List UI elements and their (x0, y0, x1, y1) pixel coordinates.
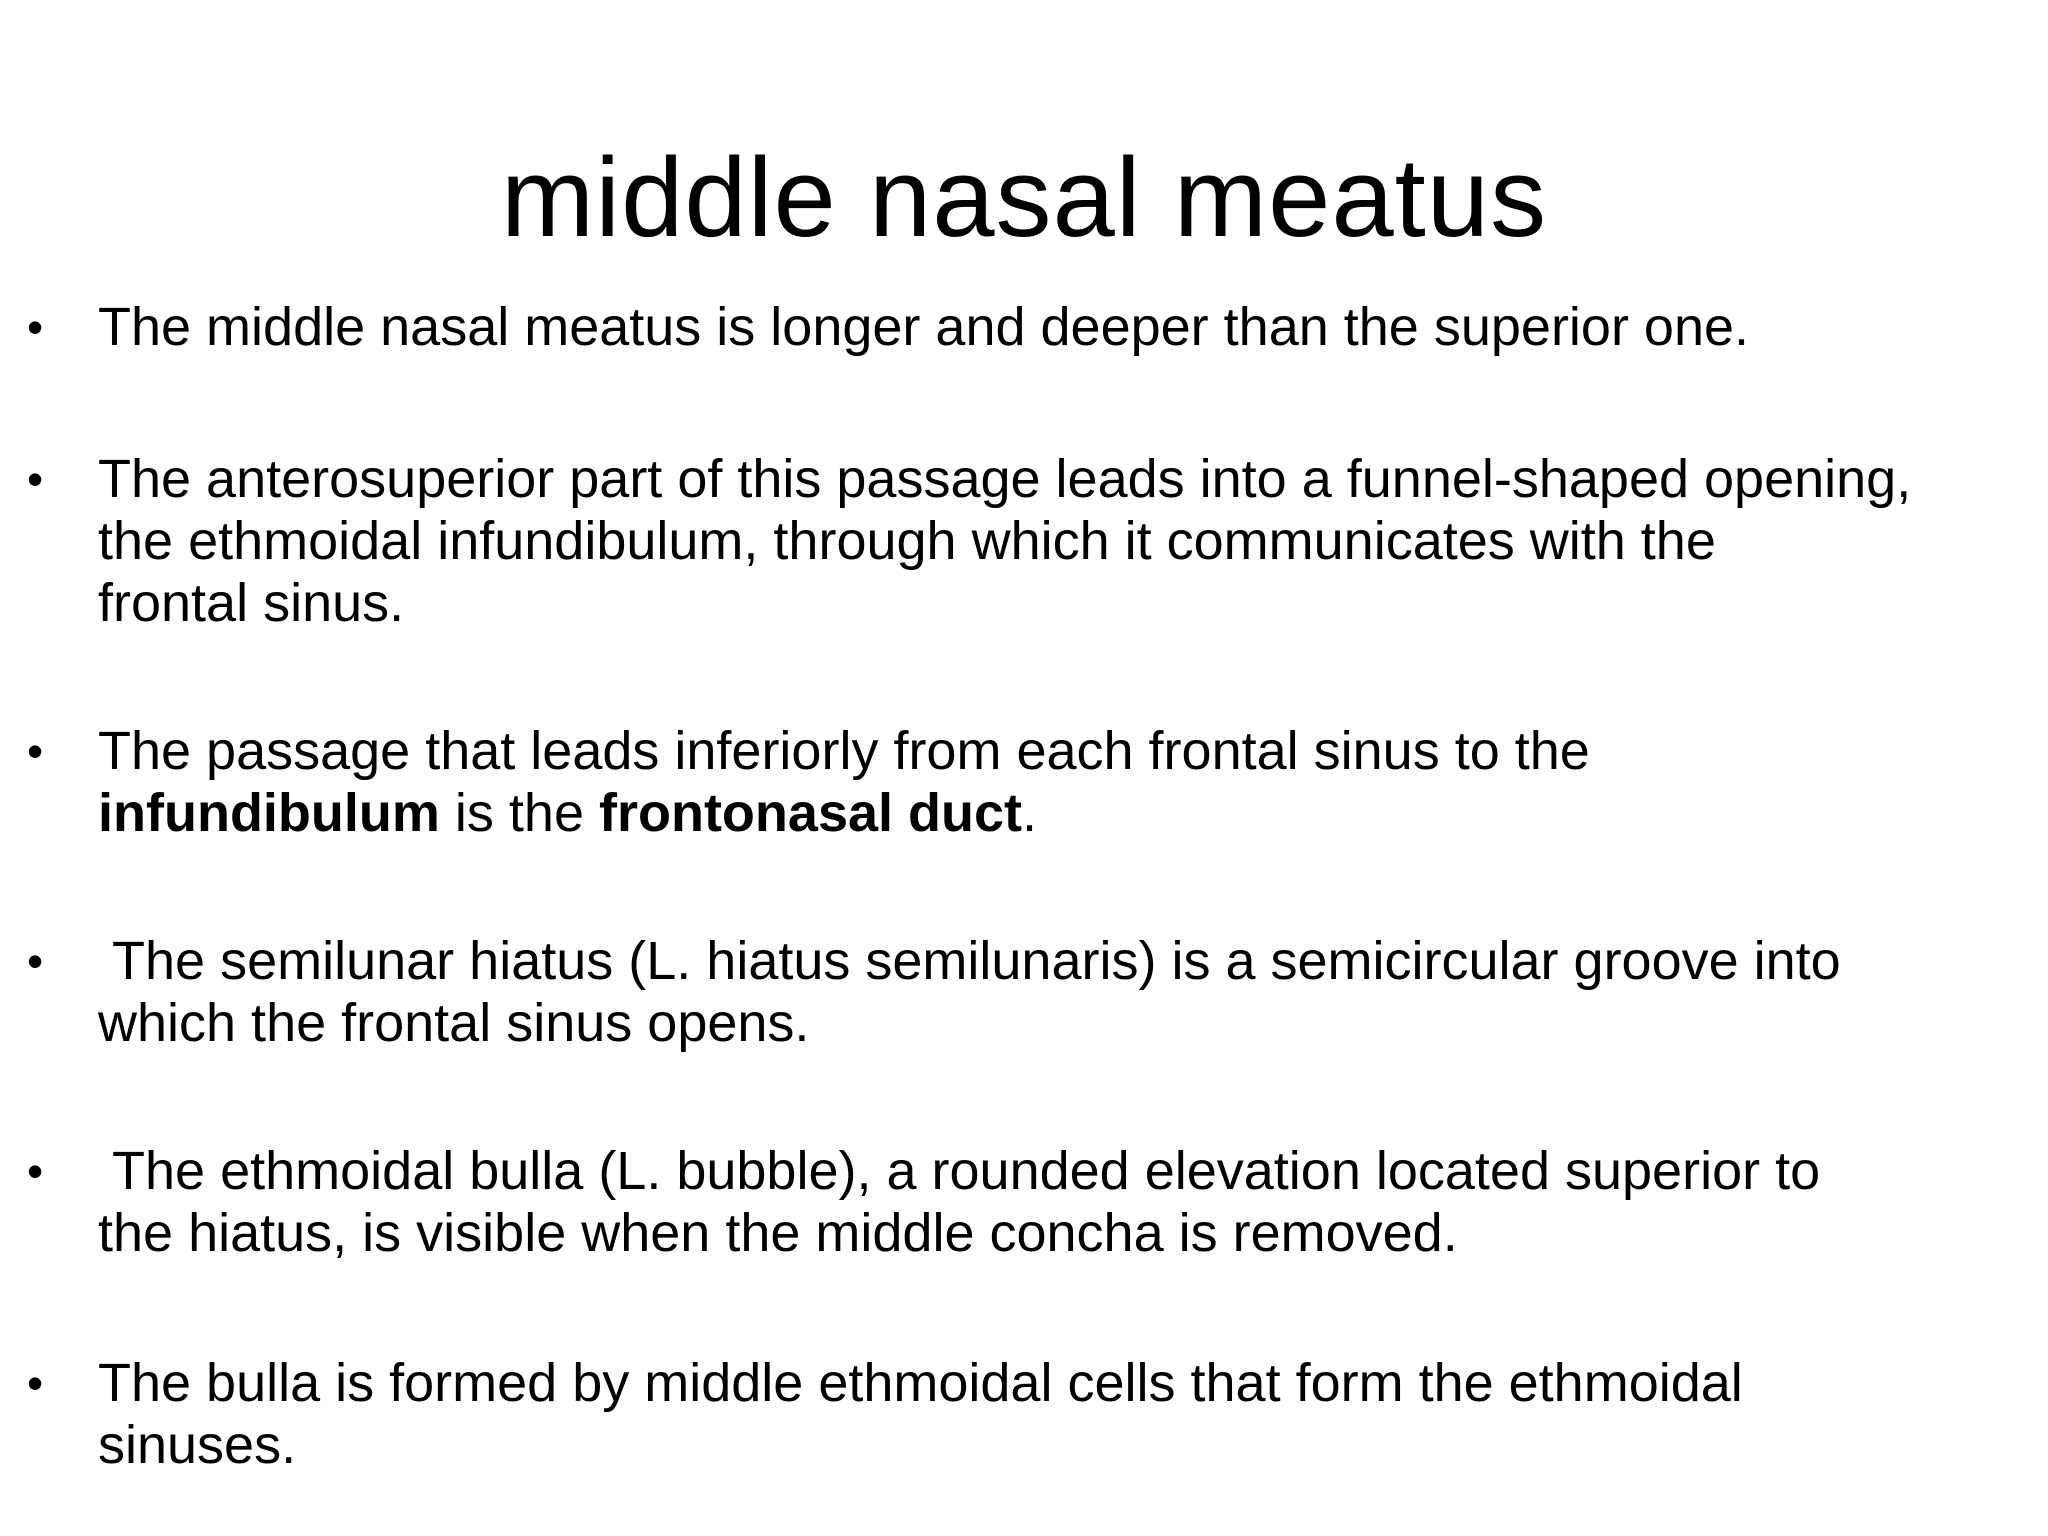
bullet-1-line-1: The middle nasal meatus is longer and deeper than the superior one. (98, 297, 1750, 357)
bullet-icon: • (26, 1357, 44, 1409)
bullet-4-line-2: which the frontal sinus opens. (98, 993, 810, 1053)
bullet-6-line-1: The bulla is formed by middle ethmoidal cells that form the ethmoidal (98, 1353, 1743, 1413)
bullet-4-line-1: The semilunar hiatus (L. hiatus semilunaris) is a semicircular groove into (98, 931, 1841, 991)
term-infundibulum: infundibulum (98, 783, 440, 843)
bullet-3-line-2 (98, 782, 2038, 844)
bullet-3-connector: is the (439, 783, 599, 843)
term-frontonasal-duct: frontonasal duct (598, 783, 1022, 843)
bullet-6-line-2: sinuses. (98, 1415, 297, 1475)
bullet-item-5 (26, 1140, 2038, 1264)
bullet-icon: • (26, 301, 44, 353)
bullet-3-line-1: The passage that leads inferiorly from each frontal sinus to the (98, 721, 1590, 781)
bullet-2-line-1: The anterosuperior part of this passage leads into a funnel-shaped opening, (98, 449, 1912, 509)
bullet-item-2 (26, 448, 2038, 634)
bullet-2-line-3: frontal sinus. (98, 573, 405, 633)
bullet-5-line-2: the hiatus, is visible when the middle concha is removed. (98, 1203, 1458, 1263)
bullet-2-line-2: the ethmoidal infundibulum, through which it communicates with the (98, 511, 1716, 571)
bullet-item-6 (26, 1352, 2038, 1476)
bullet-item-1 (26, 296, 2038, 358)
bullet-icon: • (26, 935, 44, 987)
bullet-icon: • (26, 453, 44, 505)
bullet-icon: • (26, 1145, 44, 1197)
slide-title: middle nasal meatus (500, 135, 1548, 260)
bullet-icon: • (26, 725, 44, 777)
bullet-item-4 (26, 930, 2038, 1054)
bullet-item-3 (26, 720, 2038, 844)
bullet-3-period: . (1022, 783, 1038, 843)
bullet-5-line-1: The ethmoidal bulla (L. bubble), a rounded elevation located superior to (98, 1141, 1821, 1201)
